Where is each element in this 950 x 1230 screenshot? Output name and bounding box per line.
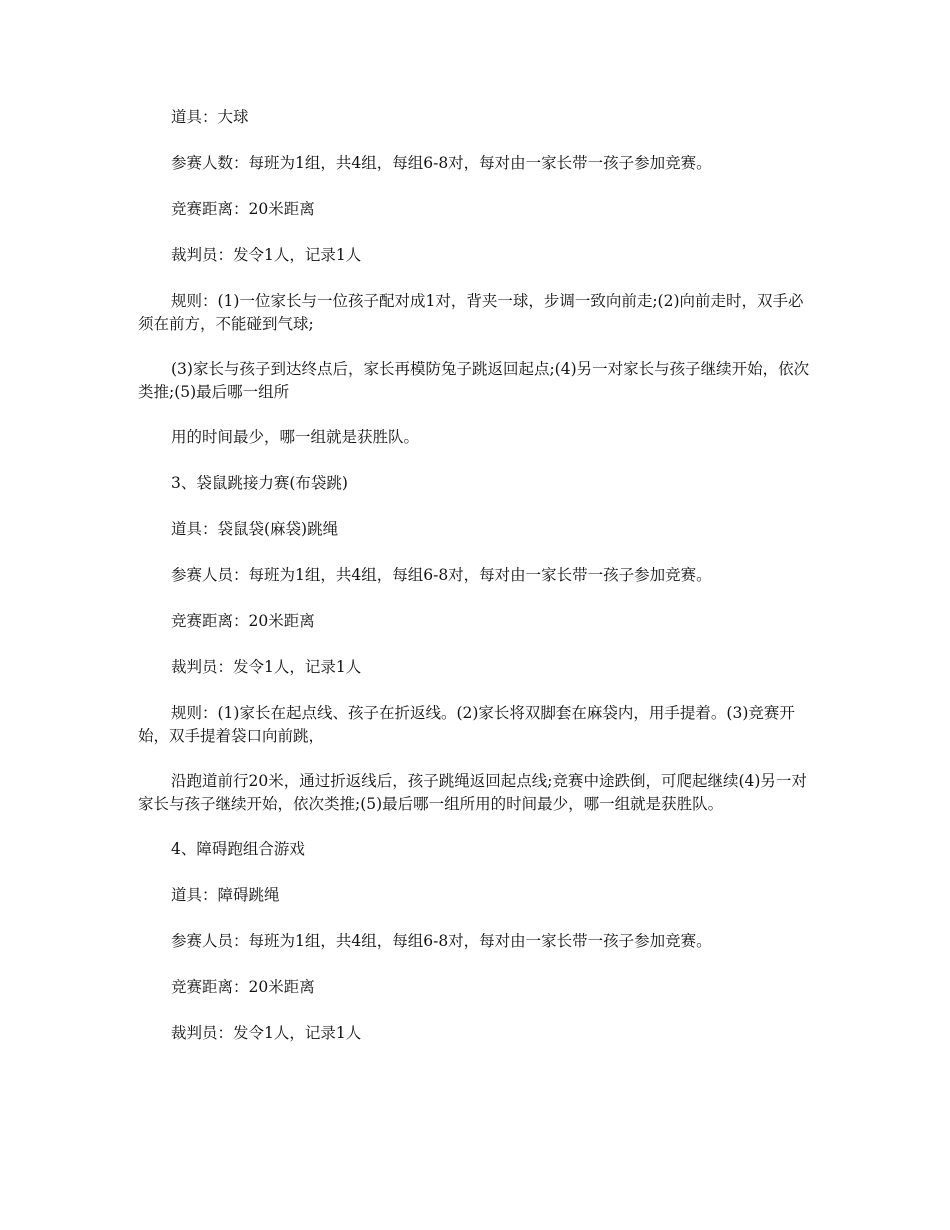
paragraph-rules-continued: (3)家长与孩子到达终点后，家长再模防兔子跳返回起点;(4)另一对家长与孩子继续开始，依次类推;(5)最后哪一组所 <box>138 360 810 401</box>
section-heading-kangaroo-relay: 3、袋鼠跳接力赛(布袋跳) <box>171 474 348 492</box>
paragraph-distance: 竞赛距离：20米距离 <box>171 612 315 630</box>
paragraph-participants: 参赛人员：每班为1组，共4组，每组6-8对，每对由一家长带一孩子参加竞赛。 <box>171 566 712 584</box>
paragraph-rules-continued: 沿跑道前行20米，通过折返线后，孩子跳绳返回起点线;竞赛中途跌倒，可爬起继续(4)另一对家长与孩子继续开始，依次类推;(5)最后哪一组所用的时间最少，哪一组就是获胜队。 <box>138 772 807 813</box>
document-body <box>138 106 816 1068</box>
paragraph-rules: 规则：(1)家长在起点线、孩子在折返线。(2)家长将双脚套在麻袋内，用手提着。(3)竞赛开始，双手提着袋口向前跳， <box>138 704 795 745</box>
paragraph-referees: 裁判员：发令1人，记录1人 <box>171 658 362 676</box>
paragraph-referees: 裁判员：发令1人，记录1人 <box>171 1024 362 1042</box>
paragraph-distance: 竞赛距离：20米距离 <box>171 978 315 996</box>
paragraph-rules-end: 用的时间最少，哪一组就是获胜队。 <box>171 428 420 446</box>
section-heading-obstacle-run: 4、障碍跑组合游戏 <box>171 840 305 858</box>
paragraph-rules: 规则：(1)一位家长与一位孩子配对成1对，背夹一球，步调一致向前走;(2)向前走时，双手必须在前方，不能碰到气球; <box>138 292 804 333</box>
paragraph-props: 道具：袋鼠袋(麻袋)跳绳 <box>171 520 339 538</box>
paragraph-props: 道具：障碍跳绳 <box>171 886 280 904</box>
paragraph-participants: 参赛人数：每班为1组，共4组，每组6-8对，每对由一家长带一孩子参加竞赛。 <box>171 154 712 172</box>
paragraph-props: 道具：大球 <box>171 108 249 126</box>
paragraph-distance: 竞赛距离：20米距离 <box>171 200 315 218</box>
paragraph-referees: 裁判员：发令1人，记录1人 <box>171 246 362 264</box>
paragraph-participants: 参赛人员：每班为1组，共4组，每组6-8对，每对由一家长带一孩子参加竞赛。 <box>171 932 712 950</box>
